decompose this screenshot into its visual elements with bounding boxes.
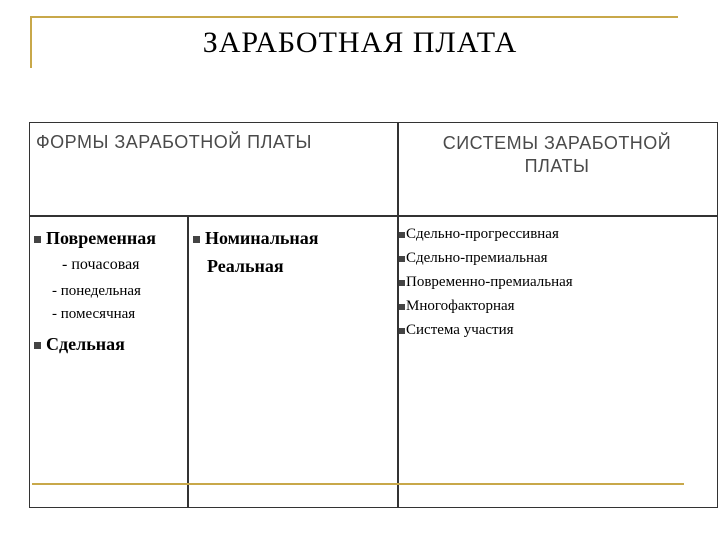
page-title: ЗАРАБОТНАЯ ПЛАТА [202,26,518,59]
form-time-based: Повременная [34,228,156,249]
system-item: Сдельно-премиальная [399,250,548,267]
header-divider [29,215,718,217]
system-item: Система участия [399,322,514,339]
bullet-icon [399,280,405,286]
form-hourly: - почасовая [62,256,140,273]
bullet-icon [399,328,405,334]
system-item: Повременно-премиальная [399,274,573,291]
form-monthly: - помесячная [52,306,136,322]
column-divider-1 [187,215,189,508]
systems-header [398,132,716,178]
forms-header: ФОРМЫ ЗАРАБОТНОЙ ПЛАТЫ [36,132,312,152]
bullet-icon [399,304,405,310]
bullet-icon [34,342,41,349]
type-real: Реальная [207,256,284,276]
bullet-icon [399,232,405,238]
type-nominal: Номинальная [193,228,319,249]
bullet-icon [193,236,200,243]
system-item: Сдельно-прогрессивная [399,226,559,243]
bullet-icon [34,236,41,243]
system-item: Многофакторная [399,298,515,315]
bullet-icon [399,256,405,262]
decorative-top-line [30,16,678,18]
systems-header-line2: ПЛАТЫ [524,156,590,176]
decorative-bottom-line [32,483,684,485]
form-piecework: Сдельная [34,334,125,355]
systems-header-line1: СИСТЕМЫ ЗАРАБОТНОЙ [442,133,672,153]
column-divider-2 [397,122,399,508]
form-weekly: - понедельная [52,283,141,299]
